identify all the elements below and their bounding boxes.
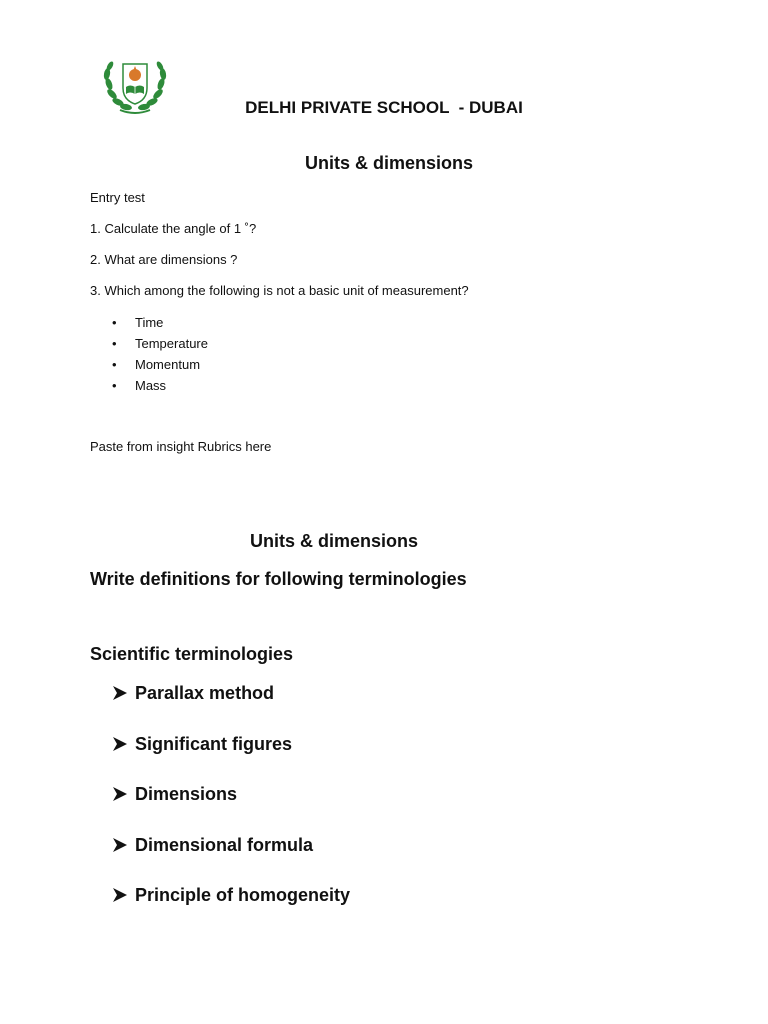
arrowhead-right-icon [112, 786, 128, 802]
arrowhead-right-icon [112, 685, 128, 701]
instruction-heading: Write definitions for following terminologies [90, 569, 467, 589]
term-label: Significant figures [135, 733, 293, 754]
rubrics-note: Paste from insight Rubrics here [90, 439, 272, 454]
list-item [112, 731, 350, 782]
page-title: Units & dimensions [304, 153, 474, 173]
list-item [112, 680, 350, 731]
question-2: 2. What are dimensions ? [90, 252, 238, 267]
bullet-dot-icon: • [112, 336, 117, 351]
option-label: Temperature [135, 336, 208, 351]
list-item [112, 377, 208, 398]
arrowhead-right-icon [112, 736, 128, 752]
option-label: Time [135, 315, 164, 330]
subheading: Scientific terminologies [90, 644, 294, 664]
list-item [112, 356, 208, 377]
list-item [112, 314, 208, 335]
list-item [112, 832, 350, 883]
term-label: Dimensional formula [135, 834, 314, 855]
arrowhead-right-icon [112, 887, 128, 903]
term-label: Dimensions [135, 784, 238, 804]
option-label: Momentum [135, 357, 201, 372]
question-3: 3. Which among the following is not a basic unit of measurement? [90, 283, 469, 298]
term-label: Parallax method [135, 683, 275, 703]
terms-list [112, 680, 350, 933]
question-1: 1. Calculate the angle of 1 ˚? [90, 221, 257, 236]
term-label: Principle of homogeneity [135, 885, 351, 905]
entry-test-label: Entry test [90, 190, 145, 205]
options-list [112, 314, 208, 398]
list-item [112, 781, 350, 832]
section-title: Units & dimensions [249, 531, 419, 551]
school-name [0, 98, 768, 118]
school-name-text: DELHI PRIVATE SCHOOL - DUBAI [245, 98, 523, 117]
list-item [112, 335, 208, 356]
list-item [112, 882, 350, 933]
bullet-dot-icon: • [112, 315, 117, 330]
option-label: Mass [135, 378, 167, 393]
arrowhead-right-icon [112, 837, 128, 853]
bullet-dot-icon: • [112, 378, 117, 393]
bullet-dot-icon: • [112, 357, 117, 372]
